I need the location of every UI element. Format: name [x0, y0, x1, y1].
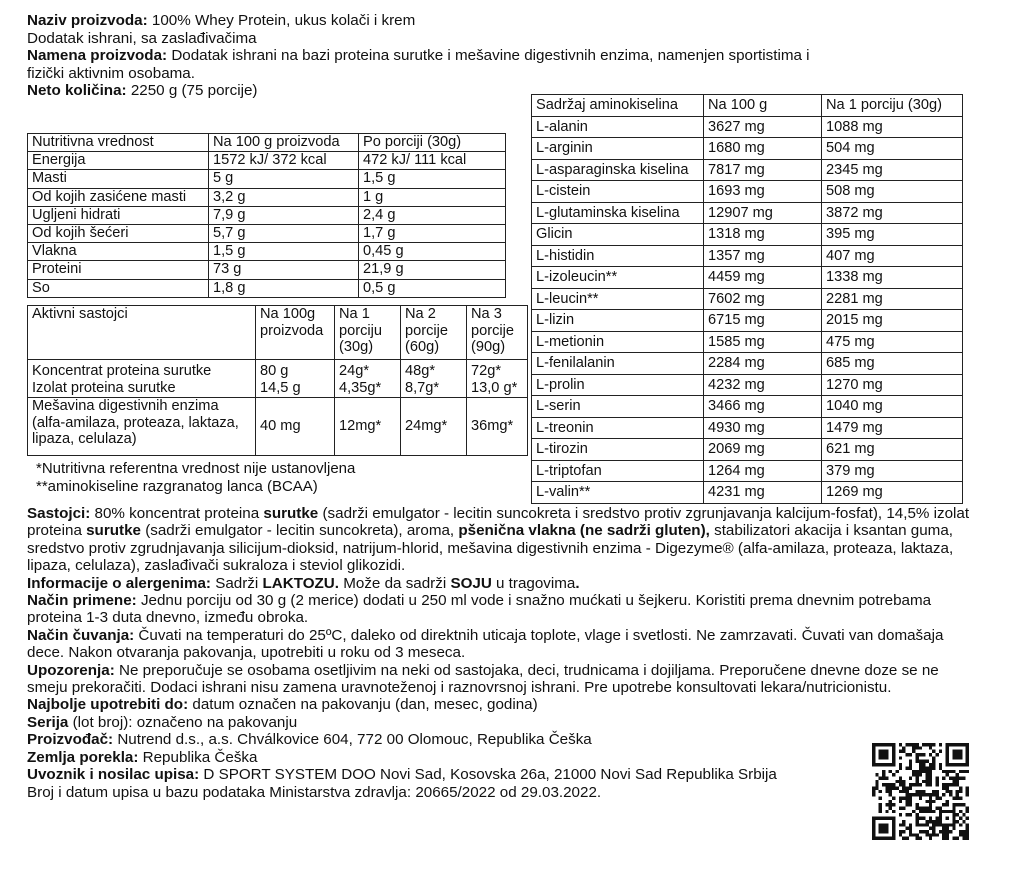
label-body-text: [27, 505, 982, 801]
amino-cell: L-glutaminska kiselina: [532, 202, 704, 224]
nutrition-cell: 5,7 g: [209, 224, 359, 242]
amino-row: [532, 310, 963, 332]
product-name-line: [27, 12, 987, 30]
amino-cell: 3627 mg: [704, 116, 822, 138]
active-cell: 40 mg: [256, 398, 335, 456]
nutrition-header-cell: Nutritivna vrednost: [28, 134, 209, 152]
net-quantity-label: Neto količina:: [27, 82, 127, 100]
active-cell: 36mg*: [467, 398, 528, 456]
importer-line: Uvoznik i nosilac upisa: D SPORT SYSTEM DOO Novi Sad, Kosovska 26a, 21000 Novi Sad Republika Srbija: [27, 766, 777, 784]
active-cell: 72g* 13,0 g*: [467, 360, 528, 398]
amino-cell: 4930 mg: [704, 417, 822, 439]
amino-header-cell: Sadržaj aminokiselina: [532, 95, 704, 117]
amino-cell: 395 mg: [822, 224, 963, 246]
active-cell: Koncentrat proteina surutke Izolat proteina surutke: [28, 360, 256, 398]
ingredients-paragraph: Sastojci: 80% koncentrat proteina surutke (sadrži emulgator - lecitin suncokreta i sredstvo protiv zgrunjavanja kalcijum-fosfat), 14,5% izolat proteina surutke (sadrži emulgator - lecitin suncokreta), aroma, pšenična vlakna (ne sadrži gluten), stabilizatori akacija i ksantan guma, sredstvo protiv zgrudnjavanja silicijum-dioksid, natrijum-hlorid, mešavina digestivnih enzima - Digezyme® (alfa-amilaza, proteaza, laktaza, lipaza, celulaza), zaslađivači sukraloza i steviol glikozidi.: [27, 505, 970, 575]
nutrition-cell: Proteini: [28, 261, 209, 279]
nutrition-header-row: [28, 134, 506, 152]
amino-cell: 1040 mg: [822, 396, 963, 418]
amino-cell: L-asparaginska kiselina: [532, 159, 704, 181]
amino-row: [532, 396, 963, 418]
active-header-cell: Aktivni sastojci: [28, 306, 256, 360]
nutrition-cell: 1,5 g: [209, 243, 359, 261]
amino-header-cell: Na 100 g: [704, 95, 822, 117]
amino-cell: L-tirozin: [532, 439, 704, 461]
nutrition-cell: 472 kJ/ 111 kcal: [359, 152, 506, 170]
amino-cell: 621 mg: [822, 439, 963, 461]
nutrition-cell: Energija: [28, 152, 209, 170]
amino-cell: 2015 mg: [822, 310, 963, 332]
nutrition-cell: 1572 kJ/ 372 kcal: [209, 152, 359, 170]
purpose-line-2: fizički aktivnim osobama.: [27, 64, 195, 82]
amino-cell: 1585 mg: [704, 331, 822, 353]
amino-row: [532, 439, 963, 461]
amino-cell: 4232 mg: [704, 374, 822, 396]
importer-label: Uvoznik i nosilac upisa:: [27, 766, 200, 784]
active-cell: 48g* 8,7g*: [401, 360, 467, 398]
amino-cell: 12907 mg: [704, 202, 822, 224]
amino-cell: 2281 mg: [822, 288, 963, 310]
active-cell: 24g* 4,35g*: [335, 360, 401, 398]
amino-row: [532, 288, 963, 310]
active-row: [28, 398, 528, 456]
active-cell: 80 g 14,5 g: [256, 360, 335, 398]
amino-cell: 407 mg: [822, 245, 963, 267]
amino-row: [532, 181, 963, 203]
amino-cell: 1269 mg: [822, 482, 963, 504]
origin-label: Zemlja porekla:: [27, 748, 139, 766]
product-name-value: 100% Whey Protein, ukus kolači i krem: [147, 12, 416, 29]
nutrition-cell: 1,7 g: [359, 224, 506, 242]
amino-row: [532, 116, 963, 138]
nutrition-cell: 2,4 g: [359, 206, 506, 224]
footnote-bcaa: **aminokiseline razgranatog lanca (BCAA): [36, 478, 318, 495]
purpose-value: Dodatak ishrani na bazi proteina surutke i mešavine digestivnih enzima, namenjen sportistima i: [167, 47, 810, 65]
nutrition-cell: Masti: [28, 170, 209, 188]
amino-row: [532, 374, 963, 396]
amino-cell: 508 mg: [822, 181, 963, 203]
usage-paragraph: Način primene: Jednu porciju od 30 g (2 merice) dodati u 250 ml vode i snažno mućkati u šejkeru. Koristiti prema dnevnim potrebama proteina 1-3 duta dnevno, između obroka.: [27, 592, 932, 627]
amino-acids-table: [531, 94, 963, 504]
nutrition-cell: 1 g: [359, 188, 506, 206]
amino-row: [532, 245, 963, 267]
nutrition-row: [28, 170, 506, 188]
active-cell: 24mg*: [401, 398, 467, 456]
amino-cell: 1338 mg: [822, 267, 963, 289]
nutrition-cell: Od kojih zasićene masti: [28, 188, 209, 206]
manufacturer-line: Proizvođač: Nutrend d.s., a.s. Chválkovice 604, 772 00 Olomouc, Republika Češka: [27, 731, 592, 749]
active-header-cell: Na 2 porcije (60g): [401, 306, 467, 360]
amino-row: [532, 138, 963, 160]
usage-label: Način primene:: [27, 592, 137, 610]
amino-cell: 4231 mg: [704, 482, 822, 504]
amino-cell: 1479 mg: [822, 417, 963, 439]
amino-cell: 7602 mg: [704, 288, 822, 310]
amino-cell: 3466 mg: [704, 396, 822, 418]
allergen-paragraph: Informacije o alergenima: Sadrži LAKTOZU. Može da sadrži SOJU u tragovima.: [27, 574, 580, 592]
purpose-line: [27, 47, 987, 65]
amino-cell: L-metionin: [532, 331, 704, 353]
amino-row: [532, 202, 963, 224]
footnotes: [36, 460, 355, 496]
amino-cell: 1693 mg: [704, 181, 822, 203]
amino-row: [532, 353, 963, 375]
warnings-label: Upozorenja:: [27, 661, 115, 679]
amino-cell: 4459 mg: [704, 267, 822, 289]
amino-cell: 1318 mg: [704, 224, 822, 246]
amino-cell: 1264 mg: [704, 460, 822, 482]
allergen-label: Informacije o alergenima:: [27, 574, 211, 592]
nutrition-cell: So: [28, 279, 209, 297]
product-name-label: Naziv proizvoda:: [27, 12, 148, 29]
active-header-row: [28, 306, 528, 360]
lot-label: Serija: [27, 713, 69, 731]
registration-line: Broj i datum upisa u bazu podataka Ministarstva zdravlja: 20665/2022 od 29.03.2022.: [27, 783, 602, 801]
amino-cell: L-leucin**: [532, 288, 704, 310]
amino-cell: L-arginin: [532, 138, 704, 160]
warnings-paragraph: Upozorenja: Ne preporučuje se osobama osetljivim na neki od sastojaka, deci, trudnicama i dojiljama. Preporučene dnevne doze se ne smeju prekoračiti. Dodaci ishrani nisu zamena uravnoteženoj i raznovrsnoj ishrani. Pre upotrebe konsultovati lekara/nutricionistu.: [27, 661, 939, 697]
nutrition-cell: 21,9 g: [359, 261, 506, 279]
amino-cell: L-triptofan: [532, 460, 704, 482]
amino-cell: L-lizin: [532, 310, 704, 332]
amino-cell: 1680 mg: [704, 138, 822, 160]
amino-cell: 1357 mg: [704, 245, 822, 267]
best-before-label: Najbolje upotrebiti do:: [27, 696, 189, 714]
amino-cell: 6715 mg: [704, 310, 822, 332]
active-header-cell: Na 1 porciju (30g): [335, 306, 401, 360]
amino-cell: L-cistein: [532, 181, 704, 203]
active-cell: Mešavina digestivnih enzima (alfa-amilaza, proteaza, laktaza, lipaza, celulaza): [28, 398, 256, 456]
amino-cell: 504 mg: [822, 138, 963, 160]
active-cell: 12mg*: [335, 398, 401, 456]
amino-row: [532, 159, 963, 181]
amino-cell: L-prolin: [532, 374, 704, 396]
manufacturer-label: Proizvođač:: [27, 731, 114, 749]
nutrition-row: [28, 206, 506, 224]
nutrition-row: [28, 279, 506, 297]
amino-row: [532, 482, 963, 504]
amino-cell: L-histidin: [532, 245, 704, 267]
amino-cell: L-fenilalanin: [532, 353, 704, 375]
nutrition-cell: 0,5 g: [359, 279, 506, 297]
amino-row: [532, 267, 963, 289]
active-ingredients-table: [27, 305, 528, 456]
amino-cell: 475 mg: [822, 331, 963, 353]
amino-row: [532, 224, 963, 246]
nutrition-table: [27, 133, 506, 298]
amino-row: [532, 331, 963, 353]
nutrition-row: [28, 152, 506, 170]
amino-cell: 2345 mg: [822, 159, 963, 181]
amino-cell: L-alanin: [532, 116, 704, 138]
supplement-note: Dodatak ishrani, sa zaslađivačima: [27, 29, 257, 47]
amino-cell: L-valin**: [532, 482, 704, 504]
nutrition-cell: 0,45 g: [359, 243, 506, 261]
nutrition-row: [28, 188, 506, 206]
nutrition-row: [28, 261, 506, 279]
storage-label: Način čuvanja:: [27, 626, 135, 644]
amino-row: [532, 417, 963, 439]
active-row: [28, 360, 528, 398]
lot-line: Serija (lot broj): označeno na pakovanju: [27, 713, 298, 731]
nutrition-cell: Ugljeni hidrati: [28, 206, 209, 224]
best-before-line: Najbolje upotrebiti do: datum označen na pakovanju (dan, mesec, godina): [27, 696, 538, 714]
active-header-cell: Na 100g proizvoda: [256, 306, 335, 360]
nutrition-row: [28, 243, 506, 261]
footnote-nrv: *Nutritivna referentna vrednost nije ustanovljena: [36, 460, 356, 477]
amino-cell: 1088 mg: [822, 116, 963, 138]
nutrition-cell: 1,5 g: [359, 170, 506, 188]
storage-paragraph: Način čuvanja: Čuvati na temperaturi do 25ºC, daleko od direktnih uticaja toplote, vlage i svetlosti. Ne zamrzavati. Čuvati van domašaja dece. Nakon otvaranja pakovanja, upotrebiti u roku od 3 meseca.: [27, 626, 944, 662]
origin-line: Zemlja porekla: Republika Češka: [27, 748, 258, 766]
amino-cell: L-treonin: [532, 417, 704, 439]
amino-cell: 7817 mg: [704, 159, 822, 181]
amino-cell: 2284 mg: [704, 353, 822, 375]
amino-header-cell: Na 1 porciju (30g): [822, 95, 963, 117]
amino-header-row: [532, 95, 963, 117]
amino-cell: 1270 mg: [822, 374, 963, 396]
amino-cell: L-serin: [532, 396, 704, 418]
qr-code-icon: [872, 743, 969, 840]
nutrition-row: [28, 224, 506, 242]
ingredients-label: Sastojci:: [27, 505, 91, 522]
amino-cell: Glicin: [532, 224, 704, 246]
amino-cell: 2069 mg: [704, 439, 822, 461]
amino-cell: 685 mg: [822, 353, 963, 375]
nutrition-cell: 3,2 g: [209, 188, 359, 206]
nutrition-cell: Od kojih šećeri: [28, 224, 209, 242]
amino-cell: 379 mg: [822, 460, 963, 482]
active-header-cell: Na 3 porcije (90g): [467, 306, 528, 360]
net-quantity-value: 2250 g (75 porcije): [126, 82, 258, 100]
nutrition-header-cell: Po porciji (30g): [359, 134, 506, 152]
amino-cell: 3872 mg: [822, 202, 963, 224]
purpose-label: Namena proizvoda:: [27, 47, 168, 65]
amino-row: [532, 460, 963, 482]
nutrition-cell: Vlakna: [28, 243, 209, 261]
nutrition-cell: 1,8 g: [209, 279, 359, 297]
nutrition-cell: 7,9 g: [209, 206, 359, 224]
nutrition-cell: 5 g: [209, 170, 359, 188]
product-header: [27, 12, 987, 100]
nutrition-header-cell: Na 100 g proizvoda: [209, 134, 359, 152]
amino-cell: L-izoleucin**: [532, 267, 704, 289]
nutrition-cell: 73 g: [209, 261, 359, 279]
